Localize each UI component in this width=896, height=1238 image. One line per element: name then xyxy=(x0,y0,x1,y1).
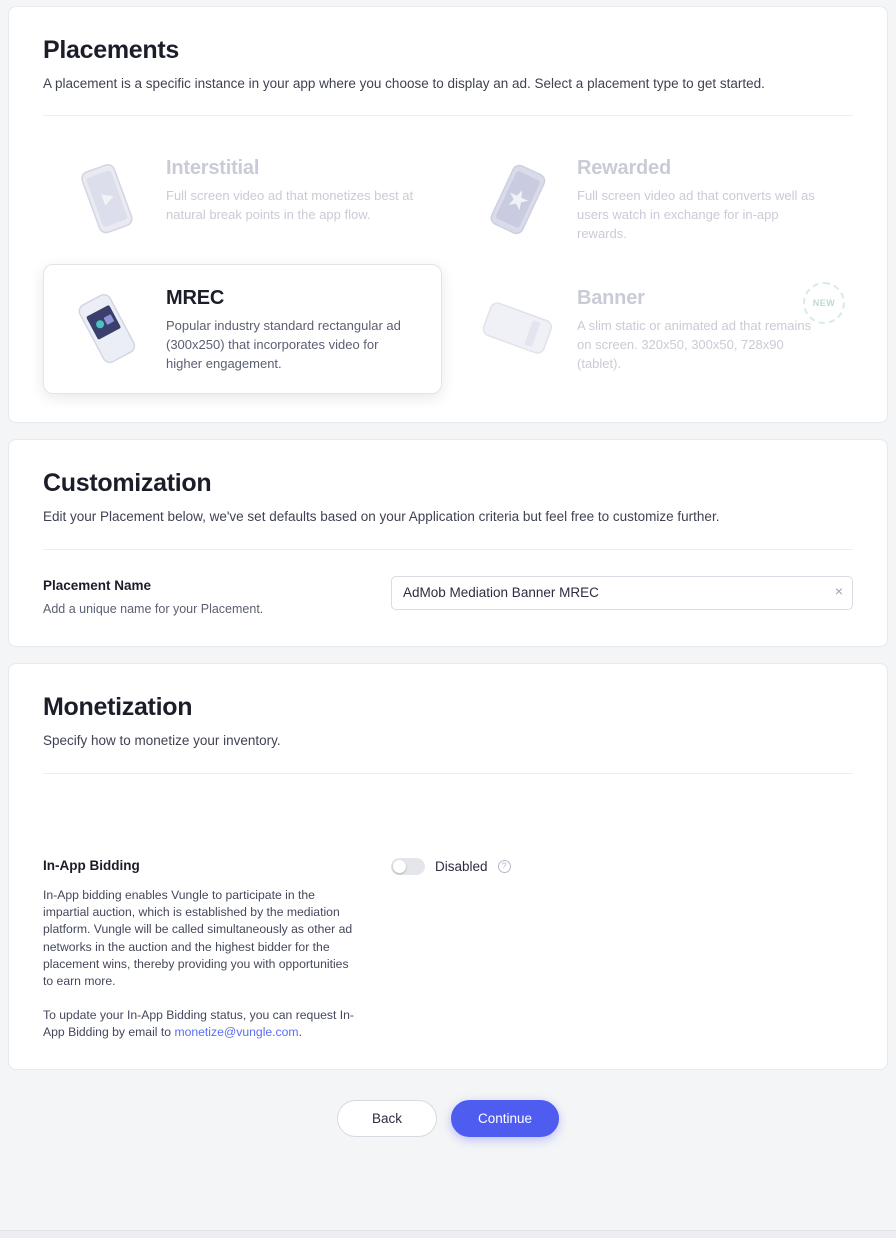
in-app-bidding-update-note xyxy=(43,1007,355,1042)
monetize-email-link[interactable]: monetize@vungle.com xyxy=(174,1024,299,1039)
mrec-desc: Popular industry standard rectangular ad (300x250) that incorporates video for higher engagement. xyxy=(166,318,401,372)
placement-type-banner-wrap xyxy=(454,264,853,394)
continue-button[interactable]: Continue xyxy=(451,1100,559,1137)
placement-type-interstitial[interactable] xyxy=(43,134,442,264)
mrec-name: MREC xyxy=(166,287,225,310)
toggle-knob xyxy=(393,860,406,873)
mrec-phone-icon xyxy=(60,283,152,375)
placement-type-rewarded-wrap xyxy=(454,134,853,264)
interstitial-desc: Full screen video ad that monetizes best at natural break points in the app flow. xyxy=(166,188,414,223)
new-badge-icon: NEW xyxy=(803,282,845,324)
clear-icon[interactable]: × xyxy=(834,582,843,599)
monetization-subtitle: Specify how to monetize your inventory. xyxy=(43,732,281,748)
banner-desc: A slim static or animated ad that remains on screen. 320x50, 300x50, 728x90 (tablet). xyxy=(577,318,812,372)
toggle-state-label: Disabled xyxy=(435,858,488,874)
placement-name-row xyxy=(43,576,853,619)
placements-card xyxy=(8,6,888,423)
placement-type-interstitial-wrap xyxy=(43,134,442,264)
placement-name-label: Placement Name xyxy=(43,577,152,593)
help-icon[interactable]: ? xyxy=(498,860,511,873)
placement-name-input[interactable] xyxy=(391,576,853,610)
placement-name-label-col xyxy=(43,576,391,619)
update-note-prefix: To update your In-App Bidding status, you can request In-App Bidding by email to xyxy=(43,1007,354,1039)
bottom-strip xyxy=(0,1230,896,1238)
interstitial-name: Interstitial xyxy=(166,157,260,180)
mrec-text xyxy=(166,283,416,374)
monetization-title: Monetization xyxy=(43,693,193,722)
rewarded-text xyxy=(577,153,827,244)
wizard-footer xyxy=(8,1086,888,1159)
back-button[interactable]: Back xyxy=(337,1100,437,1137)
placements-divider xyxy=(43,115,853,116)
rewarded-phone-icon xyxy=(471,153,563,245)
customization-subtitle: Edit your Placement below, we've set defaults based on your Application criteria but feel free to customize further. xyxy=(43,508,720,524)
in-app-bidding-toggle-row xyxy=(391,858,511,875)
interstitial-text xyxy=(166,153,416,225)
customization-card xyxy=(8,439,888,647)
in-app-bidding-description: In-App bidding enables Vungle to participate in the impartial auction, which is established by the mediation platform. Vungle will be called simultaneously as other ad networks in the auction and the highest bidder for the placement wins, thereby providing you with opportunities to earn more. xyxy=(43,887,353,989)
in-app-bidding-row xyxy=(43,858,853,1042)
placement-type-grid xyxy=(43,134,853,394)
placement-type-mrec-wrap xyxy=(43,264,442,394)
placement-type-mrec[interactable] xyxy=(43,264,442,394)
interstitial-phone-icon xyxy=(60,153,152,245)
rewarded-desc: Full screen video ad that converts well as users watch in exchange for in-app rewards. xyxy=(577,188,815,242)
placements-title: Placements xyxy=(43,36,179,64)
update-note-suffix: . xyxy=(298,1024,302,1039)
rewarded-name: Rewarded xyxy=(577,157,671,180)
customization-divider xyxy=(43,549,853,550)
in-app-bidding-left xyxy=(43,858,391,1042)
monetization-divider xyxy=(43,773,853,774)
banner-text xyxy=(577,283,827,374)
banner-phone-icon xyxy=(471,283,563,375)
in-app-bidding-toggle[interactable] xyxy=(391,858,425,875)
placement-type-rewarded[interactable] xyxy=(454,134,853,264)
monetization-card xyxy=(8,663,888,1070)
placement-name-hint: Add a unique name for your Placement. xyxy=(43,601,264,616)
in-app-bidding-label: In-App Bidding xyxy=(43,857,140,873)
placement-name-input-wrap xyxy=(391,576,853,610)
banner-name: Banner xyxy=(577,287,645,310)
placement-type-banner[interactable] xyxy=(454,264,853,394)
customization-title: Customization xyxy=(43,469,212,498)
placements-subtitle: A placement is a specific instance in your app where you choose to display an ad. Select a placement type to get started. xyxy=(43,75,765,91)
